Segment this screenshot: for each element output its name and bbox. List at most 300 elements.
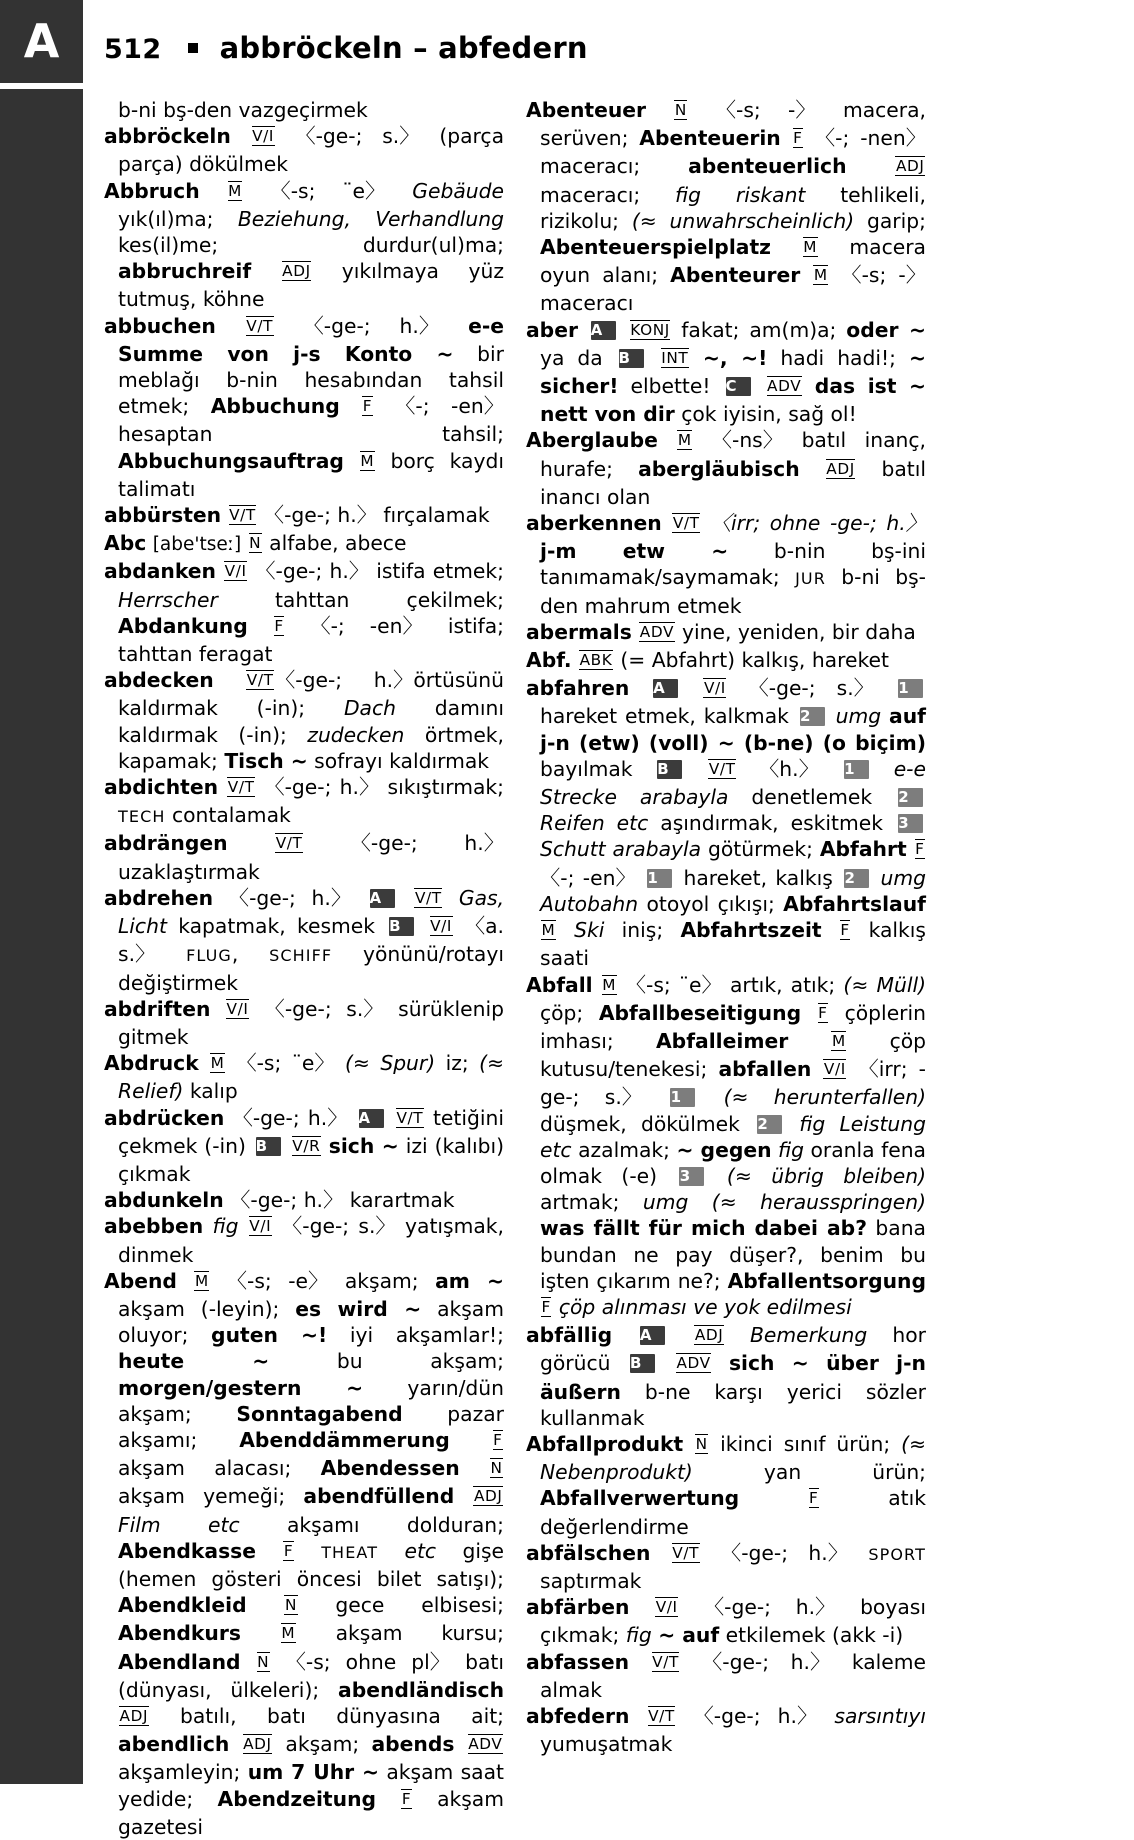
entry-aber <box>526 317 926 428</box>
grammar-label: M <box>210 1054 225 1073</box>
grammar-label: N <box>695 1434 708 1453</box>
sense: istifa; tahttan feragat <box>118 613 505 667</box>
entry-abfassen <box>526 1649 926 1703</box>
grammar-label: N <box>257 1652 270 1671</box>
compound-headword: Sonntagabend <box>236 1401 403 1426</box>
headword: aber <box>526 317 578 342</box>
entry-abdriften <box>104 996 504 1050</box>
grammar-label: V/I <box>430 917 453 936</box>
sense: tehlikeli, rizikolu; <box>540 182 926 233</box>
sense: gişe (hemen gösteri öncesi bilet satışı); <box>118 1538 505 1591</box>
sense: maceracı <box>540 291 634 316</box>
sense-marker-a: A <box>591 321 616 340</box>
inflection-forms: 〈-s; -e〉 <box>226 1268 329 1293</box>
sense: kes(il)me; durdur(ul)ma; <box>118 233 504 258</box>
inflection-forms: 〈-ge-; s.〉 <box>264 996 384 1021</box>
sub-headword: Abfallentsorgung <box>727 1268 926 1293</box>
sub-headword: Abbuchung <box>210 394 340 419</box>
entry-abf <box>526 647 926 675</box>
grammar-label: M <box>194 1271 209 1290</box>
sense-number: 1 <box>844 760 869 779</box>
inflection-forms: 〈-s; -〉 <box>715 98 816 122</box>
sub-headword: abergläubisch <box>638 456 800 481</box>
inflection-forms: 〈a. s.〉 <box>118 914 504 967</box>
entry-abbuchen <box>104 313 504 502</box>
headword: Abend <box>104 1268 177 1293</box>
sense-number: 1 <box>898 679 923 698</box>
entry-abbuersten <box>104 502 504 530</box>
grammar-label: V/I <box>823 1060 846 1079</box>
sense: örtmek, kapamak; <box>118 722 504 773</box>
sense: gece elbisesi; <box>335 1593 504 1618</box>
inflection-forms: 〈-s; ohne pl〉 <box>285 1649 451 1674</box>
collocation: was fällt für mich dabei ab? <box>540 1216 867 1241</box>
inflection-forms: 〈h.〉 <box>759 756 819 781</box>
compound-headword: Abendessen <box>320 1456 460 1481</box>
sub-headword: Abenteuerin <box>639 126 781 151</box>
compound-headword: Abendland <box>118 1649 241 1674</box>
grammar-label: V/T <box>672 514 700 533</box>
collocation: heute ~ <box>118 1349 270 1374</box>
sense: maceracı; <box>540 154 641 179</box>
pronunciation: [abe'tseː] <box>152 534 242 556</box>
context-cue: fig riskant <box>675 182 806 207</box>
sense-marker-a: A <box>359 1109 384 1128</box>
grammar-label: ADV <box>676 1354 711 1373</box>
context-cue: Dach <box>343 696 396 721</box>
sense: akşam oluyor; <box>118 1296 504 1348</box>
sense: çok iyisin, sağ ol! <box>681 402 857 427</box>
compound-headword: abendfüllend <box>303 1484 455 1509</box>
sense: bayılmak <box>540 756 633 781</box>
sense: b-ne karşı yerici sözler kullanmak <box>540 1379 927 1430</box>
inflection-forms: 〈-; -nen〉 <box>814 126 926 151</box>
sub-headword: Abenteurer <box>670 263 801 288</box>
compound-headword: abends <box>371 1732 455 1757</box>
collocation: sich ~ über j-n äußern <box>540 1351 926 1404</box>
grammar-label: V/T <box>652 1652 679 1671</box>
inflection-forms: 〈-ge-; h.〉 <box>232 1105 348 1130</box>
grammar-label: F <box>274 616 284 635</box>
sense: hor görücü <box>540 1323 926 1376</box>
inflection-forms: 〈-ge-; h.〉 <box>255 559 370 584</box>
context-cue: Reifen etc <box>540 811 649 836</box>
sense: aşındırmak, eskitmek <box>660 811 883 836</box>
entry-aberglaube <box>526 427 926 510</box>
sense-number: 2 <box>844 869 869 888</box>
running-head-range: abbröckeln – abfedern <box>219 31 588 65</box>
gloss: (≈ Spur) <box>345 1051 436 1076</box>
sense: bu akşam; <box>336 1349 504 1374</box>
inflection-forms: 〈-s; ¨e〉 <box>270 178 386 203</box>
register-label: umg <box>835 704 882 729</box>
grammar-label: V/T <box>708 759 736 778</box>
headword: abermals <box>526 619 632 644</box>
sense-number: 1 <box>670 1088 695 1107</box>
inflection-forms: 〈-ge-; h.〉 <box>264 775 380 800</box>
inflection-forms: 〈-; -en〉 <box>395 394 504 419</box>
sense: b-nin bş-ini tanımamak/saymamak; <box>540 539 926 590</box>
entry-abdanken <box>104 558 504 667</box>
sense: kalkış, hareket <box>741 648 889 673</box>
compound-headword: Abendkleid <box>118 1593 247 1618</box>
context-cue: Bemerkung <box>749 1323 868 1348</box>
sense: azalmak; <box>578 1137 670 1162</box>
grammar-label: F <box>793 129 803 148</box>
grammar-label: M <box>602 975 617 994</box>
grammar-label: N <box>249 534 262 553</box>
collocation: morgen/gestern ~ <box>118 1375 364 1400</box>
left-column <box>104 97 504 1840</box>
grammar-label: N <box>490 1459 503 1478</box>
grammar-label: V/I <box>252 127 275 146</box>
sense-marker-b: B <box>256 1137 281 1156</box>
grammar-label: F <box>362 397 373 416</box>
headword: abdecken <box>104 668 214 693</box>
headword: abfärben <box>526 1595 630 1620</box>
headword: abdunkeln <box>104 1188 224 1213</box>
sense: tetiğini çekmek (-in) <box>118 1105 504 1158</box>
entry-abdraengen <box>104 830 504 884</box>
sense: akşam (-leyin); <box>118 1296 280 1321</box>
register-label: umg <box>642 1190 689 1215</box>
dictionary-page <box>83 0 1134 1839</box>
inflection-forms: 〈-ge-; s.〉 <box>748 676 874 701</box>
inflection-forms: 〈-s; -〉 <box>841 263 927 288</box>
inflection-forms: 〈-ge-; h.〉 <box>693 1703 818 1728</box>
sense: ya da <box>540 345 603 370</box>
compound-headword: Abendzeitung <box>217 1786 377 1811</box>
inflection-forms: 〈-; -en〉 <box>310 613 423 638</box>
headword: abfedern <box>526 1703 630 1728</box>
headword: abdichten <box>104 775 219 800</box>
sense: kalkış saati <box>540 918 926 971</box>
sense: izi (kalıbı) çıkmak <box>118 1133 505 1186</box>
gloss: (≈ Nebenprodukt) <box>540 1431 926 1485</box>
entry-abfaerben <box>526 1594 926 1648</box>
entry-abfall <box>526 972 926 1323</box>
grammar-label: V/I <box>249 1217 272 1236</box>
sense: bir meblağı b-nin hesabından tahsil etmek; <box>118 341 504 419</box>
gloss: (≈ herausspringen) <box>711 1190 926 1215</box>
grammar-label: V/T <box>229 506 256 525</box>
entry-abenteuer <box>526 97 926 317</box>
sense: oranla fena olmak (-e) <box>540 1137 926 1188</box>
sense: iniş; <box>621 918 664 943</box>
sense: çöplerin imhası; <box>540 1000 926 1053</box>
sense: hareket etmek, kalkmak <box>540 704 789 729</box>
sense-marker-a: A <box>653 679 678 698</box>
grammar-label: V/T <box>275 834 303 853</box>
inflection-forms: 〈-ns〉 <box>711 428 784 453</box>
context-cue: Ski <box>574 918 605 943</box>
entry-abend <box>104 1268 504 1840</box>
context-cue: zudecken <box>307 722 405 747</box>
grammar-label: V/I <box>655 1598 678 1617</box>
thumb-index-tab <box>0 0 83 1784</box>
sense: çöp kutusu/tenekesi; <box>540 1028 926 1082</box>
grammar-label: V/T <box>396 1108 424 1127</box>
gloss: (≈ Müll) <box>843 972 927 997</box>
compound-headword: abendländisch <box>338 1677 505 1702</box>
sense: kalıp <box>189 1079 238 1104</box>
sense: pazar akşamı; <box>118 1401 504 1452</box>
grammar-label: M <box>228 181 242 200</box>
grammar-label: F <box>401 1789 412 1808</box>
grammar-label: ADV <box>468 1735 503 1754</box>
sense: hadi hadi!; <box>780 345 896 370</box>
headword: Abenteuer <box>526 98 647 122</box>
register-label: fig <box>625 1623 652 1648</box>
grammar-label: V/T <box>246 671 274 690</box>
sense: çöp alınması ve yok edilmesi <box>558 1294 852 1319</box>
sense: bana bundan ne pay düşer?, benim bu işten çıkarım ne?; <box>540 1216 926 1293</box>
headword: Abfall <box>526 972 593 997</box>
grammar-label: ADV <box>767 377 802 396</box>
inflection-forms: 〈-ge-; h.〉 <box>228 885 352 910</box>
sense: borç kaydı talimatı <box>118 448 504 501</box>
sense: macera, serüven; <box>540 98 926 151</box>
headword: Abdruck <box>104 1051 199 1076</box>
running-head <box>104 31 588 73</box>
sense: tahttan çekilmek; <box>274 587 505 612</box>
gloss: (≈ herunterfallen) <box>723 1085 926 1110</box>
context-cue: Film etc <box>118 1512 240 1537</box>
inflection-forms: 〈-; -en〉 <box>540 865 636 890</box>
sense-marker-b: B <box>619 349 644 368</box>
inflection-forms: 〈irr; -ge-; s.〉 <box>540 1057 926 1110</box>
inflection-forms: 〈-ge-; s.〉 <box>295 124 420 149</box>
subject-label: FLUG <box>186 946 232 966</box>
headword: abfassen <box>526 1649 630 1674</box>
collocation: j-m etw ~ <box>540 539 729 564</box>
sense: artmak; <box>540 1190 620 1215</box>
sense: akşamı dolduran; <box>286 1512 504 1537</box>
context-cue: sarsıntıyı <box>834 1703 927 1728</box>
grammar-label: V/T <box>227 778 255 797</box>
collocation: ~ sicher! <box>540 345 926 399</box>
entry-abdunkeln <box>104 1187 504 1213</box>
sub-headword: Abbuchungsauftrag <box>118 448 344 473</box>
sense: batı (dünyası, ülkeleri); <box>118 1649 504 1702</box>
entry-abdrehen: abdrehen 〈-ge-; h.〉 A V/T Gas, Licht kapatmak, kesmek B V/I 〈a. s.〉 FLUG, SCHIFF yönünü/rotayı değiştirmek <box>104 885 505 995</box>
sense: fakat; am(m)a; <box>681 317 837 342</box>
register-label: fig <box>778 1137 805 1162</box>
sense: hesaptan tahsil; <box>118 422 504 447</box>
grammar-label: ADJ <box>282 262 311 281</box>
sense-number: 2 <box>800 707 825 726</box>
expansion: (= Abfahrt) <box>620 648 736 673</box>
grammar-label: ADJ <box>243 1735 272 1754</box>
sense: akşamleyin; <box>118 1760 241 1785</box>
sense: iyi akşamlar!; <box>349 1323 504 1348</box>
sense: karartmak <box>349 1188 455 1213</box>
context-cue: etc <box>404 1538 437 1563</box>
entry-abfedern <box>526 1703 926 1757</box>
grammar-label: V/T <box>414 888 442 907</box>
grammar-label: ADJ <box>473 1487 503 1506</box>
entry-abfahren <box>526 675 926 971</box>
inflection-forms: 〈-s; ¨e〉 <box>625 972 722 997</box>
page-number: 512 <box>104 34 162 65</box>
grammar-label: M <box>360 451 375 470</box>
subject-label: JUR <box>795 569 826 589</box>
grammar-label: M <box>813 266 828 285</box>
headword: abdrängen <box>104 831 228 856</box>
grammar-label: ADJ <box>895 157 925 176</box>
sense: etkilemek (akk -i) <box>725 1623 904 1648</box>
grammar-label: M <box>677 431 692 450</box>
headword: abfällig <box>526 1323 613 1348</box>
grammar-label: V/R <box>292 1136 321 1155</box>
context-cue: Autobahn <box>540 891 639 916</box>
sense: yatışmak, dinmek <box>118 1214 504 1267</box>
collocation: ~ gegen <box>676 1137 772 1162</box>
sense-marker-a: A <box>370 889 395 908</box>
sub-headword: Abfallbeseitigung <box>598 1000 802 1025</box>
compound-headword: abendlich <box>118 1732 230 1757</box>
grammar-label: M <box>831 1031 846 1050</box>
collocation: e-e Summe von j-s Konto ~ <box>118 313 505 366</box>
sense: yan ürün; <box>763 1460 927 1485</box>
grammar-label: V/I <box>226 999 249 1018</box>
headword: abebben <box>104 1214 204 1239</box>
grammar-label: M <box>541 921 556 940</box>
headword: abbuchen <box>104 313 216 338</box>
entry-abbroeckeln <box>104 123 504 177</box>
grammar-label: INT <box>661 348 689 367</box>
sense: örtüsünü kaldırmak (-in); <box>118 668 504 721</box>
sub-headword: Abdankung <box>118 613 248 638</box>
entry-abfaelschen <box>526 1540 926 1594</box>
grammar-label: F <box>809 1489 819 1508</box>
sense: akşam yemeği; <box>118 1484 286 1509</box>
sense: alfabe, abece <box>269 531 407 556</box>
inflection-forms: 〈-ge-; s.〉 <box>282 1214 396 1239</box>
collocation: es wird ~ <box>295 1296 422 1321</box>
sense: batıl inanç, hurafe; <box>540 428 926 481</box>
headword: Abfallprodukt <box>526 1431 684 1456</box>
entry-abdruecken <box>104 1105 504 1188</box>
entry-abc <box>104 530 504 558</box>
headword: abfälschen <box>526 1540 651 1565</box>
headword: abdanken <box>104 559 216 584</box>
grammar-label: F <box>840 921 850 940</box>
sense: yine, yeniden, bir daha <box>681 619 916 644</box>
grammar-label: N <box>284 1596 298 1615</box>
entry-abdruck <box>104 1050 504 1104</box>
sub-headword: Abfallverwertung <box>540 1486 740 1511</box>
inflection-forms: 〈-s; ¨e〉 <box>236 1051 335 1076</box>
context-cue: fig Leistung etc <box>540 1111 927 1162</box>
grammar-label: F <box>818 1003 828 1022</box>
grammar-label: F <box>283 1541 294 1560</box>
sense: akşam saat yedide; <box>118 1760 504 1811</box>
sense: (parça parça) dökülmek <box>118 124 504 177</box>
sense: iz; <box>445 1051 469 1076</box>
register-label: fig <box>212 1214 239 1239</box>
entry-abfallprodukt <box>526 1431 926 1540</box>
thumb-index-letter: A <box>0 0 83 83</box>
sense: garip; <box>867 208 926 233</box>
subject-label: SPORT <box>868 1544 926 1564</box>
grammar-label: F <box>541 1297 551 1316</box>
sense: saptırmak <box>540 1568 642 1593</box>
sense: denetlemek <box>751 785 873 810</box>
grammar-label: V/T <box>672 1543 700 1562</box>
sense: contalamak <box>171 803 291 828</box>
inflection-forms: 〈irr; ohne -ge-; h.〉 <box>710 511 927 536</box>
sub-headword: Abfahrtslauf <box>783 891 926 916</box>
sense: batıl inancı olan <box>540 456 927 509</box>
context-cue: Herrscher <box>118 587 218 612</box>
sub-headword: Abfahrt <box>819 837 907 862</box>
sense: hareket, kalkış <box>683 865 833 890</box>
collocation: ~, ~! <box>702 345 768 370</box>
compound-headword: Abendkasse <box>118 1538 256 1563</box>
sense: götürmek; <box>708 837 813 862</box>
compound-headword: Abenddämmerung <box>239 1427 450 1452</box>
sense: akşam kursu; <box>335 1621 504 1646</box>
headword: abdrehen <box>104 885 214 910</box>
register-label: umg <box>880 865 927 890</box>
inflection-forms: 〈-ge-; h.〉 <box>230 1188 344 1213</box>
headword: Aberglaube <box>526 428 658 453</box>
collocation: am ~ <box>435 1268 505 1293</box>
context-cue: Beziehung, Verhandlung <box>237 206 504 231</box>
right-column <box>526 97 926 1840</box>
sense: elbette! <box>630 374 711 399</box>
context-cue: Gas, Licht <box>118 885 505 939</box>
entry-abbruch <box>104 178 504 313</box>
columns-container <box>104 97 1114 1840</box>
grammar-label: M <box>281 1624 296 1643</box>
sense-number: 2 <box>898 788 923 807</box>
grammar-label: ADJ <box>694 1326 724 1345</box>
sense: yönünü/rotayı değiştirmek <box>118 942 504 995</box>
grammar-label: V/I <box>224 562 247 581</box>
sense: istifa etmek; <box>376 559 504 584</box>
grammar-label: F <box>915 840 925 859</box>
gloss: (≈ Relief) <box>118 1051 505 1104</box>
sub-headword: Abfalleimer <box>655 1028 789 1053</box>
entry-abdichten <box>104 774 504 830</box>
sense-number: 2 <box>757 1115 782 1134</box>
sense-number: 3 <box>679 1167 704 1186</box>
grammar-label: ADV <box>639 622 675 641</box>
sense-marker-b: B <box>389 917 414 936</box>
inflection-forms: 〈-ge-; h.〉 <box>350 831 504 856</box>
compound-headword: Abendkurs <box>118 1621 241 1646</box>
sense: fırçalamak <box>383 503 490 528</box>
subject-label: TECH <box>118 807 166 827</box>
collocation: Tisch ~ <box>224 748 308 773</box>
grammar-label: M <box>803 238 818 257</box>
entry-abfaellig <box>526 1322 926 1431</box>
sub-headword: abfallen <box>718 1057 812 1082</box>
grammar-label: V/T <box>246 316 274 335</box>
grammar-label: N <box>674 101 687 119</box>
headword: abfahren <box>526 676 630 701</box>
subject-label: THEAT <box>321 1542 379 1562</box>
sense: batılı, batı dünyasına ait; <box>179 1703 504 1728</box>
sense: akşam; <box>285 1732 360 1757</box>
headword: abbröckeln <box>104 124 231 149</box>
entry-abdecken <box>104 667 504 774</box>
square-bullet-icon <box>188 43 198 53</box>
sense: sürüklenip gitmek <box>118 996 504 1049</box>
sense-marker-b: B <box>657 760 682 779</box>
